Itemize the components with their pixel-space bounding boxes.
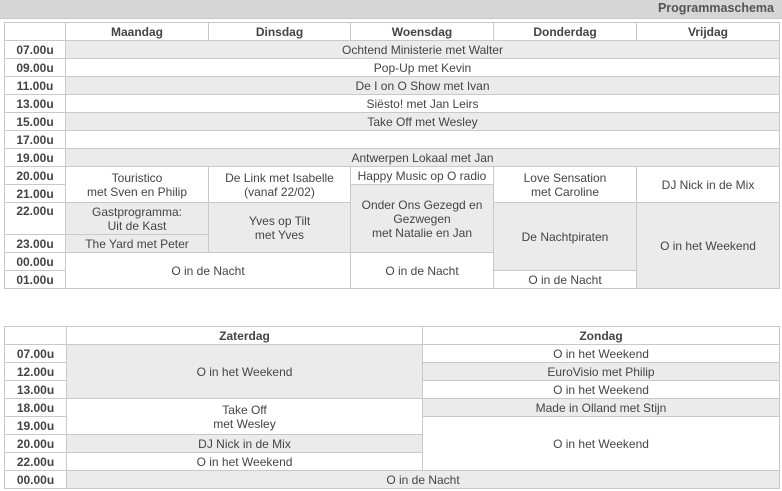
program-cell[interactable]: Take Off met Wesley xyxy=(66,113,780,131)
program-line: met Yves xyxy=(254,227,305,242)
program-cell[interactable]: The Yard met Peter xyxy=(66,235,209,253)
program-cell[interactable]: O in het Weekend xyxy=(67,345,423,399)
program-cell[interactable]: De I on O Show met Ivan xyxy=(66,77,780,95)
program-cell[interactable]: Antwerpen Lokaal met Jan xyxy=(66,149,780,167)
time-cell: 07.00u xyxy=(5,345,67,363)
program-line: Yves op Tilt xyxy=(248,213,311,228)
program-line: met Wesley xyxy=(213,416,276,431)
time-cell: 19.00u xyxy=(5,417,67,435)
program-line: De Link met Isabelle xyxy=(225,170,334,185)
program-cell[interactable]: O in het Weekend xyxy=(423,381,780,399)
time-cell: 15.00u xyxy=(5,113,66,131)
time-cell: 01.00u xyxy=(5,271,66,289)
program-cell[interactable]: O in het Weekend xyxy=(67,453,423,471)
day-header: Zondag xyxy=(423,327,780,345)
time-cell: 17.00u xyxy=(5,131,66,149)
time-cell: 13.00u xyxy=(5,381,67,399)
time-cell: 22.00u xyxy=(5,453,67,471)
program-line: Love Sensation xyxy=(523,170,607,185)
program-line: Uit de Kast xyxy=(107,218,167,233)
program-line: Take Off xyxy=(222,402,267,417)
program-cell-empty xyxy=(66,131,780,149)
program-line: Gezwegen xyxy=(393,211,451,226)
day-header: Maandag xyxy=(66,23,209,41)
time-cell: 09.00u xyxy=(5,59,66,77)
program-line: Gastprogramma: xyxy=(91,204,183,219)
time-cell: 07.00u xyxy=(5,41,66,59)
program-cell[interactable] xyxy=(351,185,494,253)
time-cell: 19.00u xyxy=(5,149,66,167)
time-cell: 22.00u xyxy=(5,203,66,235)
time-cell: 12.00u xyxy=(5,363,67,381)
program-cell[interactable] xyxy=(67,399,423,435)
program-cell[interactable]: Made in Olland met Stijn xyxy=(423,399,780,417)
program-cell[interactable]: EuroVisio met Philip xyxy=(423,363,780,381)
weekend-schedule xyxy=(4,326,780,489)
program-cell[interactable] xyxy=(209,203,351,253)
program-cell[interactable]: Pop-Up met Kevin xyxy=(66,59,780,77)
program-cell[interactable]: O in het Weekend xyxy=(637,203,780,289)
program-cell[interactable]: O in het Weekend xyxy=(423,345,780,363)
program-cell[interactable]: DJ Nick in de Mix xyxy=(637,167,780,203)
day-header: Vrijdag xyxy=(637,23,780,41)
program-cell[interactable]: Siësto! met Jan Leirs xyxy=(66,95,780,113)
program-cell[interactable] xyxy=(66,203,209,235)
day-header: Dinsdag xyxy=(209,23,351,41)
title-bar xyxy=(0,0,782,19)
program-line: Onder Ons Gezegd en xyxy=(361,197,483,212)
program-cell[interactable] xyxy=(66,167,209,203)
weekday-schedule xyxy=(4,22,780,289)
day-header: Donderdag xyxy=(494,23,637,41)
time-cell: 20.00u xyxy=(5,435,67,453)
program-line: met Natalie en Jan xyxy=(371,225,473,240)
program-line: met Caroline xyxy=(530,184,600,199)
time-cell: 20.00u xyxy=(5,167,66,185)
program-cell[interactable] xyxy=(209,167,351,203)
program-cell[interactable]: O in het Weekend xyxy=(423,417,780,471)
day-header: Zaterdag xyxy=(67,327,423,345)
program-cell[interactable] xyxy=(494,167,637,203)
program-cell[interactable]: O in de Nacht xyxy=(494,271,637,289)
program-cell[interactable]: DJ Nick in de Mix xyxy=(67,435,423,453)
program-line: (vanaf 22/02) xyxy=(244,184,315,199)
program-cell[interactable]: O in de Nacht xyxy=(67,471,780,489)
program-cell[interactable]: O in de Nacht xyxy=(66,253,351,289)
page-title: Programmaschema xyxy=(657,1,774,15)
time-cell: 00.00u xyxy=(5,253,66,271)
time-cell: 23.00u xyxy=(5,235,66,253)
program-cell[interactable]: O in de Nacht xyxy=(351,253,494,289)
program-line: met Sven en Philip xyxy=(86,184,188,199)
time-cell: 21.00u xyxy=(5,185,66,203)
time-cell: 13.00u xyxy=(5,95,66,113)
day-header: Woensdag xyxy=(351,23,494,41)
program-line: Touristico xyxy=(111,170,163,185)
program-cell[interactable]: Happy Music op O radio xyxy=(351,167,494,185)
corner-cell xyxy=(5,327,67,345)
time-cell: 00.00u xyxy=(5,471,67,489)
time-cell: 18.00u xyxy=(5,399,67,417)
program-cell[interactable]: Ochtend Ministerie met Walter xyxy=(66,41,780,59)
program-cell[interactable]: De Nachtpiraten xyxy=(494,203,637,271)
corner-cell xyxy=(5,23,66,41)
time-cell: 11.00u xyxy=(5,77,66,95)
